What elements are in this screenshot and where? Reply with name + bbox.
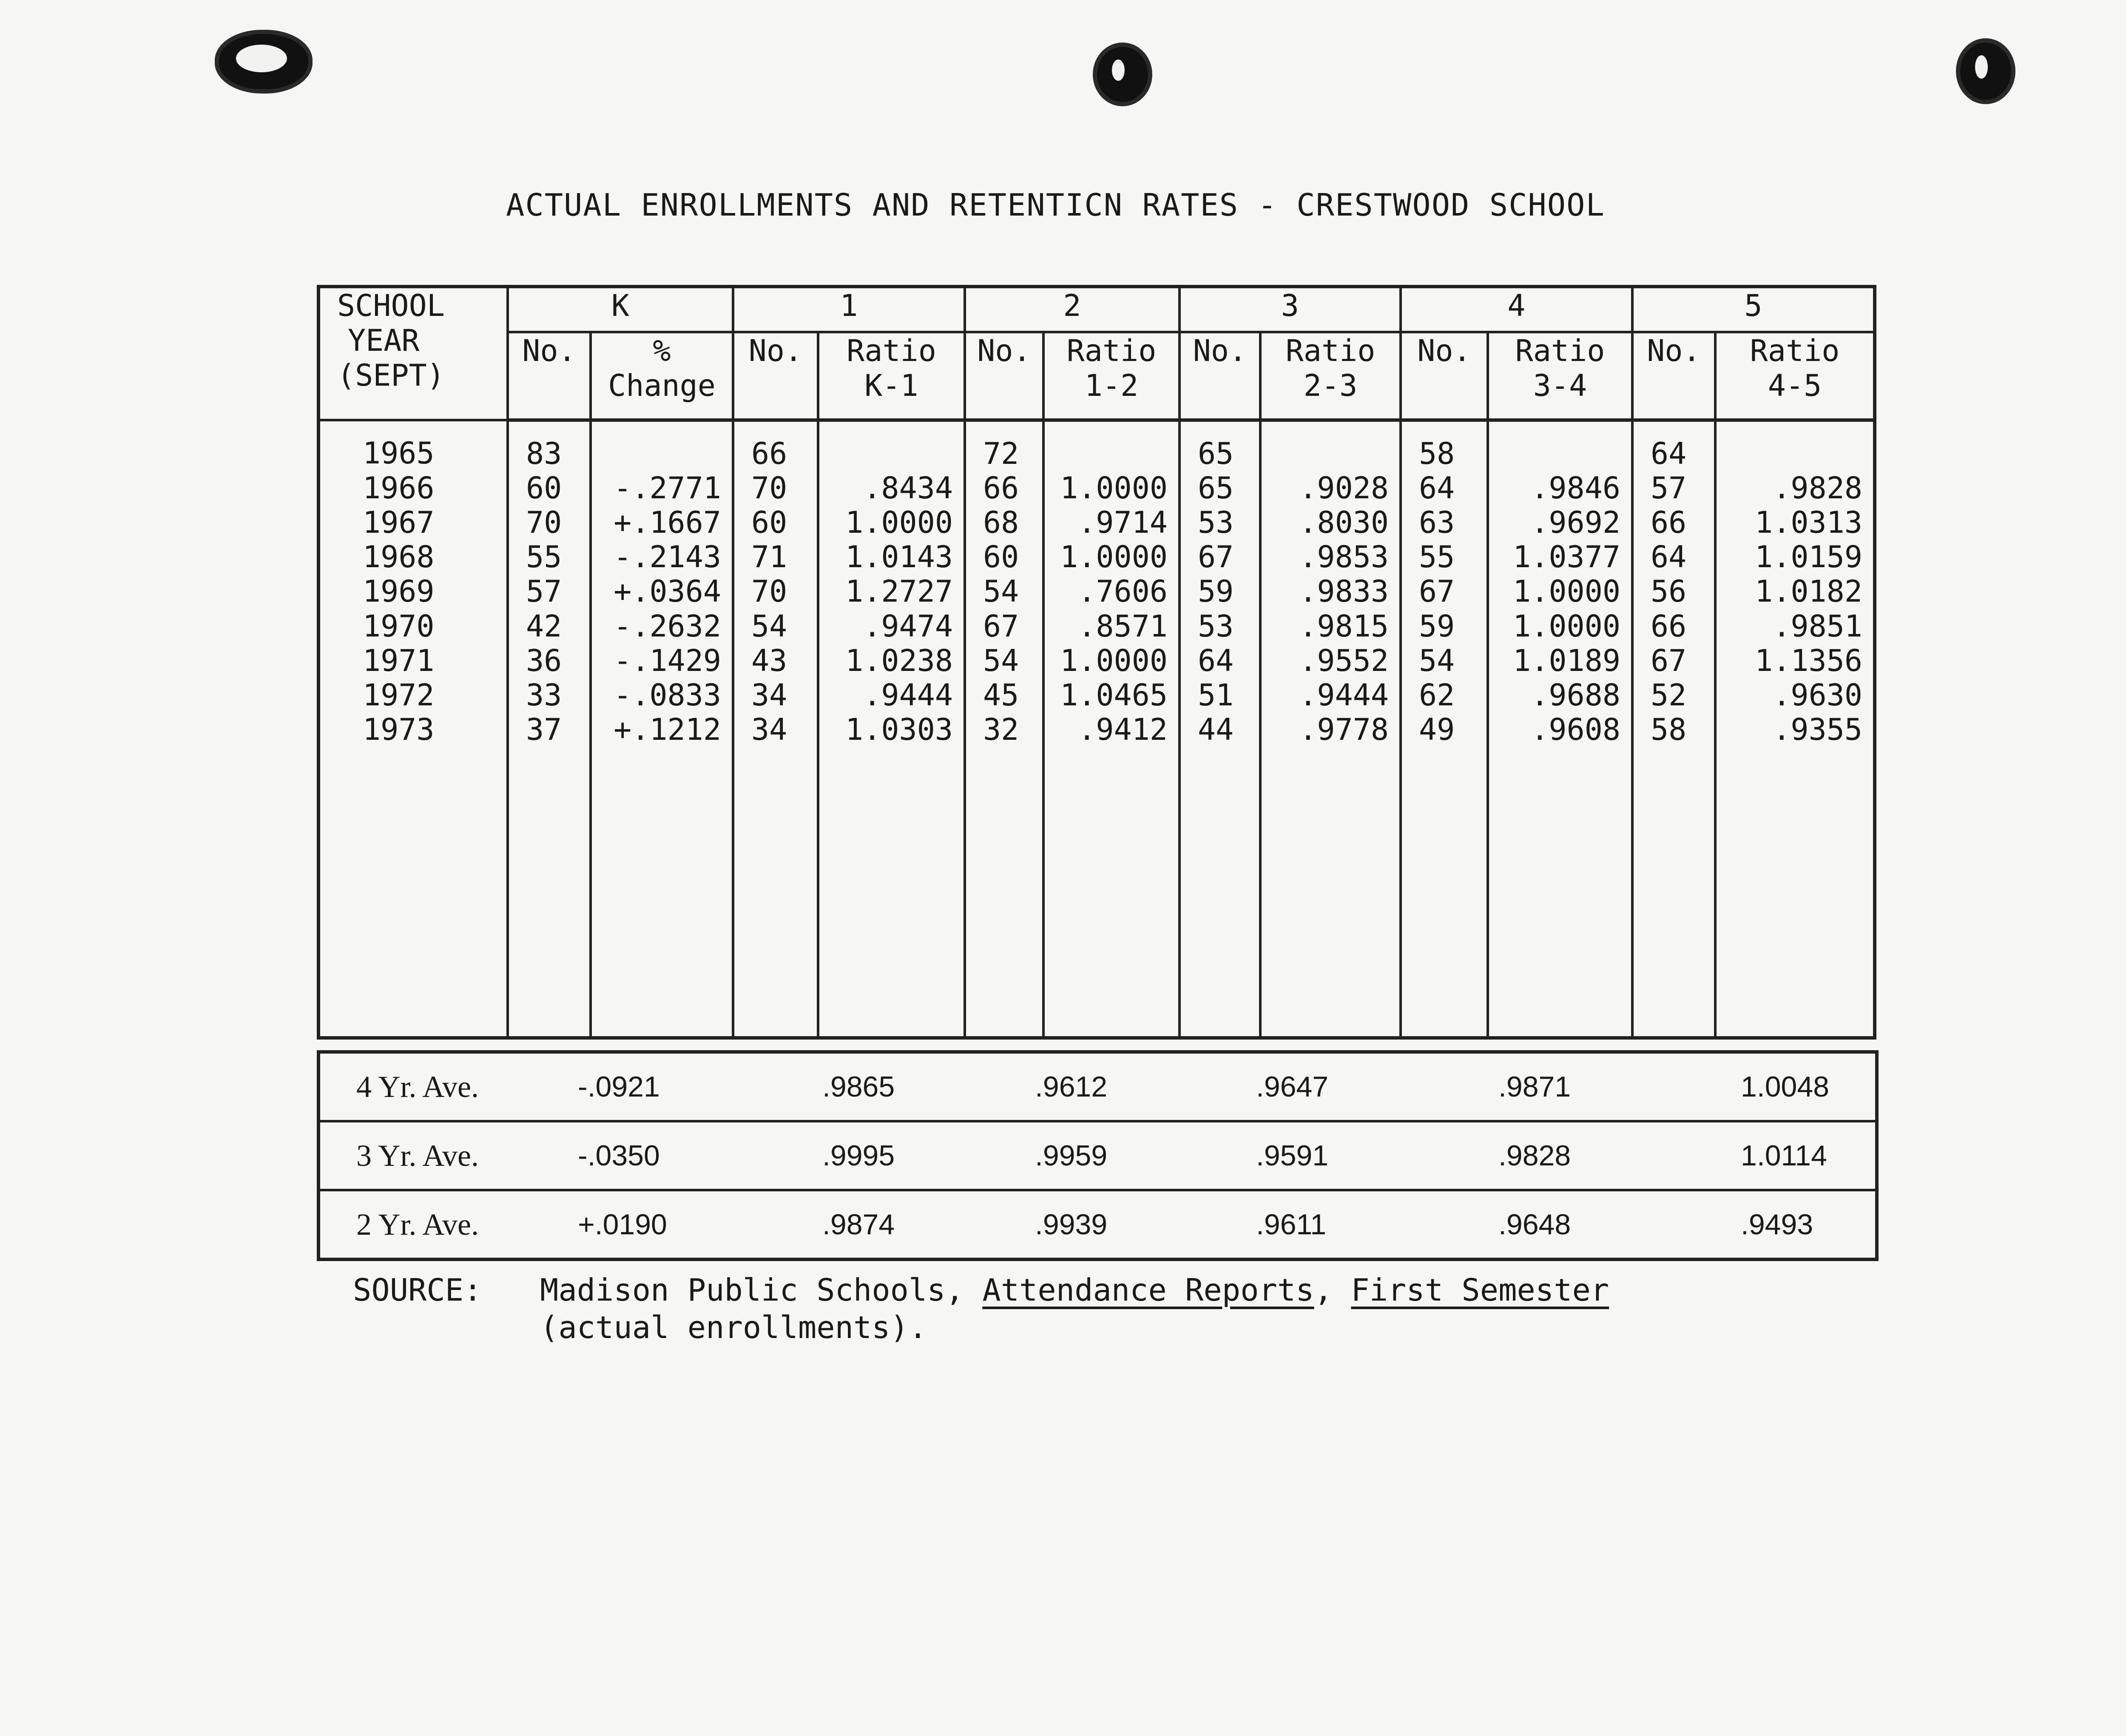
average-r3: .9591: [1256, 1121, 1498, 1190]
average-row: [318, 1121, 1877, 1190]
cell-g2-no: 32: [965, 713, 1043, 747]
cell-g4-no: 63: [1401, 506, 1488, 540]
cell-g2-r: .9714: [1043, 506, 1180, 540]
average-r5: 1.0048: [1741, 1052, 1877, 1121]
col-header-ratio-4-5: Ratio 4-5: [1715, 332, 1875, 420]
cell-year: 1971: [318, 644, 508, 678]
cell-g2-no: 68: [965, 506, 1043, 540]
col-header-ratio-1-2: Ratio 1-2: [1043, 332, 1180, 420]
table-row: [318, 471, 1875, 506]
cell-k-chg: [591, 420, 733, 471]
cell-g3-r: .9444: [1260, 678, 1401, 713]
cell-g5-r: 1.0159: [1715, 540, 1875, 574]
cell-g3-no: 64: [1180, 644, 1260, 678]
cell-g2-no: 54: [965, 574, 1043, 609]
cell-g4-no: 67: [1401, 574, 1488, 609]
cell-g4-r: [1488, 420, 1632, 471]
cell-year: 1972: [318, 678, 508, 713]
cell-g3-no: 59: [1180, 574, 1260, 609]
cell-g3-r: .9552: [1260, 644, 1401, 678]
average-r5: 1.0114: [1741, 1121, 1877, 1190]
cell-g1-no: 34: [733, 678, 818, 713]
cell-g5-no: 64: [1632, 420, 1715, 471]
cell-g3-r: .9815: [1260, 609, 1401, 644]
cell-g5-r: 1.0313: [1715, 506, 1875, 540]
cell-year: 1968: [318, 540, 508, 574]
col-header-ratio-k-1: Ratio K-1: [818, 332, 965, 420]
cell-g2-r: .9412: [1043, 713, 1180, 747]
cell-k-no: 70: [508, 506, 591, 540]
average-r1: .9865: [822, 1052, 1035, 1121]
cell-g5-r: 1.0182: [1715, 574, 1875, 609]
average-label: 2 Yr. Ave.: [318, 1190, 578, 1259]
cell-g1-no: 70: [733, 574, 818, 609]
col-header-ratio-2-3: Ratio 2-3: [1260, 332, 1401, 420]
average-r4: .9648: [1498, 1190, 1741, 1259]
average-r2: .9959: [1035, 1121, 1256, 1190]
cell-g3-r: [1260, 420, 1401, 471]
average-label: 4 Yr. Ave.: [318, 1052, 578, 1121]
group-header-4: 4: [1401, 287, 1632, 332]
cell-g5-r: .9630: [1715, 678, 1875, 713]
cell-g4-r: .9688: [1488, 678, 1632, 713]
cell-k-no: 37: [508, 713, 591, 747]
table-row: [318, 678, 1875, 713]
col-header-1-no: No.: [733, 332, 818, 420]
cell-g2-no: 45: [965, 678, 1043, 713]
cell-k-chg: -.1429: [591, 644, 733, 678]
cell-g2-r: .8571: [1043, 609, 1180, 644]
group-header-1: 1: [733, 287, 965, 332]
col-header-2-no: No.: [965, 332, 1043, 420]
col-header-k-change: % Change: [591, 332, 733, 420]
average-r4: .9871: [1498, 1052, 1741, 1121]
cell-g4-no: 59: [1401, 609, 1488, 644]
cell-g3-r: .9778: [1260, 713, 1401, 747]
cell-g4-no: 49: [1401, 713, 1488, 747]
cell-g4-r: 1.0000: [1488, 609, 1632, 644]
cell-g5-r: 1.1356: [1715, 644, 1875, 678]
source-attendance-reports: Attendance Reports: [982, 1272, 1314, 1308]
cell-g1-no: 70: [733, 471, 818, 506]
source-note: SOURCE: Madison Public Schools, Attendance Reports, First Semester (actual enrollments).: [353, 1272, 1609, 1345]
source-first-semester: First Semester: [1351, 1272, 1609, 1308]
group-header-k: K: [508, 287, 733, 332]
cell-k-no: 36: [508, 644, 591, 678]
cell-k-chg: -.2143: [591, 540, 733, 574]
cell-g4-r: .9846: [1488, 471, 1632, 506]
col-header-ratio-3-4: Ratio 3-4: [1488, 332, 1632, 420]
cell-g3-r: .9833: [1260, 574, 1401, 609]
average-k-chg: -.0921: [578, 1052, 822, 1121]
cell-g5-no: 58: [1632, 713, 1715, 747]
cell-year: 1966: [318, 471, 508, 506]
col-header-5-no: No.: [1632, 332, 1715, 420]
cell-g2-no: 54: [965, 644, 1043, 678]
cell-g4-r: .9692: [1488, 506, 1632, 540]
group-header-3: 3: [1180, 287, 1401, 332]
cell-g2-no: 67: [965, 609, 1043, 644]
cell-g2-no: 72: [965, 420, 1043, 471]
cell-g2-r: 1.0000: [1043, 471, 1180, 506]
col-header-3-no: No.: [1180, 332, 1260, 420]
cell-g3-no: 44: [1180, 713, 1260, 747]
table-row: [318, 713, 1875, 747]
table-row: [318, 609, 1875, 644]
cell-g2-r: 1.0465: [1043, 678, 1180, 713]
cell-g1-no: 34: [733, 713, 818, 747]
cell-g1-r: .8434: [818, 471, 965, 506]
cell-g5-r: .9355: [1715, 713, 1875, 747]
cell-g3-r: .9028: [1260, 471, 1401, 506]
cell-k-no: 33: [508, 678, 591, 713]
col-header-4-no: No.: [1401, 332, 1488, 420]
average-r4: .9828: [1498, 1121, 1741, 1190]
cell-g5-no: 67: [1632, 644, 1715, 678]
col-header-k-no: No.: [508, 332, 591, 420]
cell-g1-no: 71: [733, 540, 818, 574]
cell-k-no: 83: [508, 420, 591, 471]
cell-g1-r: 1.2727: [818, 574, 965, 609]
group-header-5: 5: [1632, 287, 1875, 332]
cell-g4-no: 54: [1401, 644, 1488, 678]
cell-year: 1967: [318, 506, 508, 540]
cell-g2-r: .7606: [1043, 574, 1180, 609]
average-row: [318, 1052, 1877, 1121]
cell-g5-no: 66: [1632, 506, 1715, 540]
cell-g5-r: .9828: [1715, 471, 1875, 506]
cell-g1-r: [818, 420, 965, 471]
cell-g1-r: 1.0000: [818, 506, 965, 540]
cell-g5-no: 56: [1632, 574, 1715, 609]
cell-g2-no: 66: [965, 471, 1043, 506]
cell-g4-no: 55: [1401, 540, 1488, 574]
cell-g3-no: 67: [1180, 540, 1260, 574]
school-year-header: SCHOOL YEAR (SEPT): [318, 287, 508, 420]
cell-g3-no: 51: [1180, 678, 1260, 713]
table-empty-space: [318, 747, 1875, 1038]
table-row: [318, 540, 1875, 574]
cell-k-chg: -.2632: [591, 609, 733, 644]
averages-table: [317, 1050, 1879, 1261]
table-row: [318, 506, 1875, 540]
average-r3: .9611: [1256, 1190, 1498, 1259]
cell-g3-no: 53: [1180, 609, 1260, 644]
binder-hole-middle: [1093, 43, 1152, 106]
binder-hole-left: [215, 30, 313, 94]
cell-g5-r: .9851: [1715, 609, 1875, 644]
cell-k-chg: -.0833: [591, 678, 733, 713]
average-r1: .9995: [822, 1121, 1035, 1190]
cell-g4-r: .9608: [1488, 713, 1632, 747]
binder-hole-right: [1956, 38, 2015, 104]
cell-g1-r: .9474: [818, 609, 965, 644]
average-label: 3 Yr. Ave.: [318, 1121, 578, 1190]
cell-g5-no: 52: [1632, 678, 1715, 713]
average-r1: .9874: [822, 1190, 1035, 1259]
cell-g4-no: 58: [1401, 420, 1488, 471]
cell-k-no: 60: [508, 471, 591, 506]
cell-k-chg: +.1667: [591, 506, 733, 540]
cell-g4-r: 1.0189: [1488, 644, 1632, 678]
table-row: [318, 574, 1875, 609]
cell-g3-r: .9853: [1260, 540, 1401, 574]
cell-g3-no: 53: [1180, 506, 1260, 540]
cell-g4-no: 62: [1401, 678, 1488, 713]
cell-g1-r: 1.0238: [818, 644, 965, 678]
average-k-chg: -.0350: [578, 1121, 822, 1190]
cell-g1-no: 60: [733, 506, 818, 540]
cell-g5-no: 64: [1632, 540, 1715, 574]
average-r3: .9647: [1256, 1052, 1498, 1121]
cell-g3-no: 65: [1180, 471, 1260, 506]
source-label: SOURCE:: [353, 1272, 482, 1308]
cell-g1-r: .9444: [818, 678, 965, 713]
cell-g2-no: 60: [965, 540, 1043, 574]
cell-g1-r: 1.0303: [818, 713, 965, 747]
cell-g2-r: 1.0000: [1043, 540, 1180, 574]
cell-g4-r: 1.0377: [1488, 540, 1632, 574]
cell-g5-no: 57: [1632, 471, 1715, 506]
cell-k-no: 57: [508, 574, 591, 609]
cell-g4-no: 64: [1401, 471, 1488, 506]
cell-g3-r: .8030: [1260, 506, 1401, 540]
enrollment-table: [317, 285, 1876, 1040]
group-header-2: 2: [965, 287, 1180, 332]
cell-g3-no: 65: [1180, 420, 1260, 471]
source-publisher: Madison Public Schools,: [540, 1272, 964, 1308]
cell-g5-r: [1715, 420, 1875, 471]
average-r5: .9493: [1741, 1190, 1877, 1259]
cell-k-chg: +.1212: [591, 713, 733, 747]
average-r2: .9612: [1035, 1052, 1256, 1121]
cell-year: 1973: [318, 713, 508, 747]
cell-g1-no: 54: [733, 609, 818, 644]
cell-year: 1970: [318, 609, 508, 644]
cell-g2-r: [1043, 420, 1180, 471]
cell-g1-no: 43: [733, 644, 818, 678]
cell-year: 1969: [318, 574, 508, 609]
cell-k-no: 42: [508, 609, 591, 644]
cell-k-no: 55: [508, 540, 591, 574]
cell-g1-r: 1.0143: [818, 540, 965, 574]
cell-g4-r: 1.0000: [1488, 574, 1632, 609]
document-title: ACTUAL ENROLLMENTS AND RETENTICN RATES - CRESTWOOD SCHOOL: [506, 187, 1605, 223]
cell-g5-no: 66: [1632, 609, 1715, 644]
cell-k-chg: +.0364: [591, 574, 733, 609]
cell-k-chg: -.2771: [591, 471, 733, 506]
table-row: [318, 644, 1875, 678]
table-row: [318, 420, 1875, 471]
average-k-chg: +.0190: [578, 1190, 822, 1259]
average-row: [318, 1190, 1877, 1259]
source-note-detail: (actual enrollments).: [540, 1310, 927, 1345]
cell-g2-r: 1.0000: [1043, 644, 1180, 678]
average-r2: .9939: [1035, 1190, 1256, 1259]
cell-year: 1965: [318, 420, 508, 471]
cell-g1-no: 66: [733, 420, 818, 471]
